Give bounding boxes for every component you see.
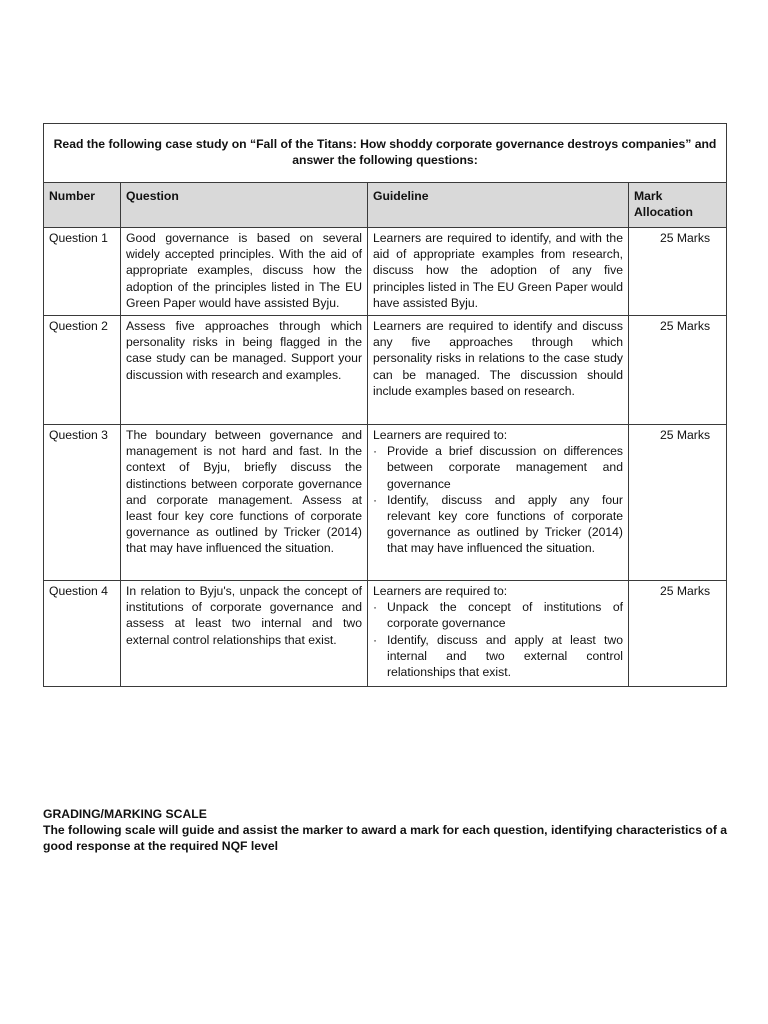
header-question: Question	[121, 183, 368, 228]
table-row	[44, 581, 727, 687]
guideline-bullet	[373, 632, 623, 681]
bullet-icon: ·	[373, 492, 378, 507]
table-row	[44, 228, 727, 316]
question-number: Question 4	[44, 581, 121, 687]
case-study-instructions: Read the following case study on “Fall of the Titans: How shoddy corporate governance destroys companies” and answer the following questions:	[44, 124, 727, 183]
mark-allocation: 25 Marks	[629, 228, 727, 316]
bullet-icon: ·	[373, 600, 378, 615]
bullet-icon: ·	[373, 632, 378, 647]
guideline-cell	[368, 425, 629, 581]
guideline-bullet-text: Unpack the concept of institutions of corporate governance	[387, 600, 623, 631]
grading-title: GRADING/MARKING SCALE	[43, 807, 207, 821]
guideline-bullet	[373, 492, 623, 557]
table-row	[44, 425, 727, 581]
header-number: Number	[44, 183, 121, 228]
guideline-bullet	[373, 443, 623, 492]
guideline-text: Learners are required to identify, and with the aid of appropriate examples from research, discuss how the adoption of any five principles listed in The EU Green Paper would have assisted Byju.	[368, 228, 629, 316]
question-text: Good governance is based on several widely accepted principles. With the aid of appropriate examples, discuss how the adoption of the principles listed in The EU Green Paper would have assisted Byju.	[121, 228, 368, 316]
grading-section	[43, 806, 733, 855]
question-number: Question 3	[44, 425, 121, 581]
guideline-cell	[368, 581, 629, 687]
bullet-icon: ·	[373, 444, 378, 459]
guideline-intro: Learners are required to:	[373, 584, 508, 598]
guideline-bullet-text: Identify, discuss and apply any four relevant key core functions of corporate governance as outlined by Tricker (2014) that may have influenced the situation.	[387, 492, 623, 556]
header-mark-allocation: Mark Allocation	[629, 183, 727, 228]
questions-table	[43, 123, 727, 687]
header-guideline: Guideline	[368, 183, 629, 228]
guideline-text: Learners are required to identify and discuss any five approaches through which personality risks in relations to the case study can be managed. The discussion should include examples based on research.	[368, 316, 629, 425]
table-header-row	[44, 183, 727, 228]
question-number: Question 1	[44, 228, 121, 316]
mark-allocation: 25 Marks	[629, 316, 727, 425]
question-text: The boundary between governance and management is not hard and fast. In the context of Byju, briefly discuss the distinctions between corporate governance and corporate management. Assess at least four key core functions of corporate governance as outlined by Tricker (2014) that may have influenced the situation.	[121, 425, 368, 581]
grading-description: The following scale will guide and assist the marker to award a mark for each question, identifying characteristics of a good response at the required NQF level	[43, 823, 728, 854]
guideline-bullet-text: Identify, discuss and apply at least two internal and two external control relationships that exist.	[387, 632, 623, 680]
guideline-intro: Learners are required to:	[373, 428, 508, 442]
question-text: In relation to Byju's, unpack the concept of institutions of corporate governance and assess at least two internal and two external control relationships that exist.	[121, 581, 368, 687]
table-row	[44, 316, 727, 425]
mark-allocation: 25 Marks	[629, 581, 727, 687]
guideline-bullet	[373, 599, 623, 631]
mark-allocation: 25 Marks	[629, 425, 727, 581]
guideline-bullet-text: Provide a brief discussion on differences between corporate management and governance	[387, 444, 623, 491]
question-text: Assess five approaches through which personality risks in being flagged in the case study can be managed. Support your discussion with research and examples.	[121, 316, 368, 425]
question-number: Question 2	[44, 316, 121, 425]
